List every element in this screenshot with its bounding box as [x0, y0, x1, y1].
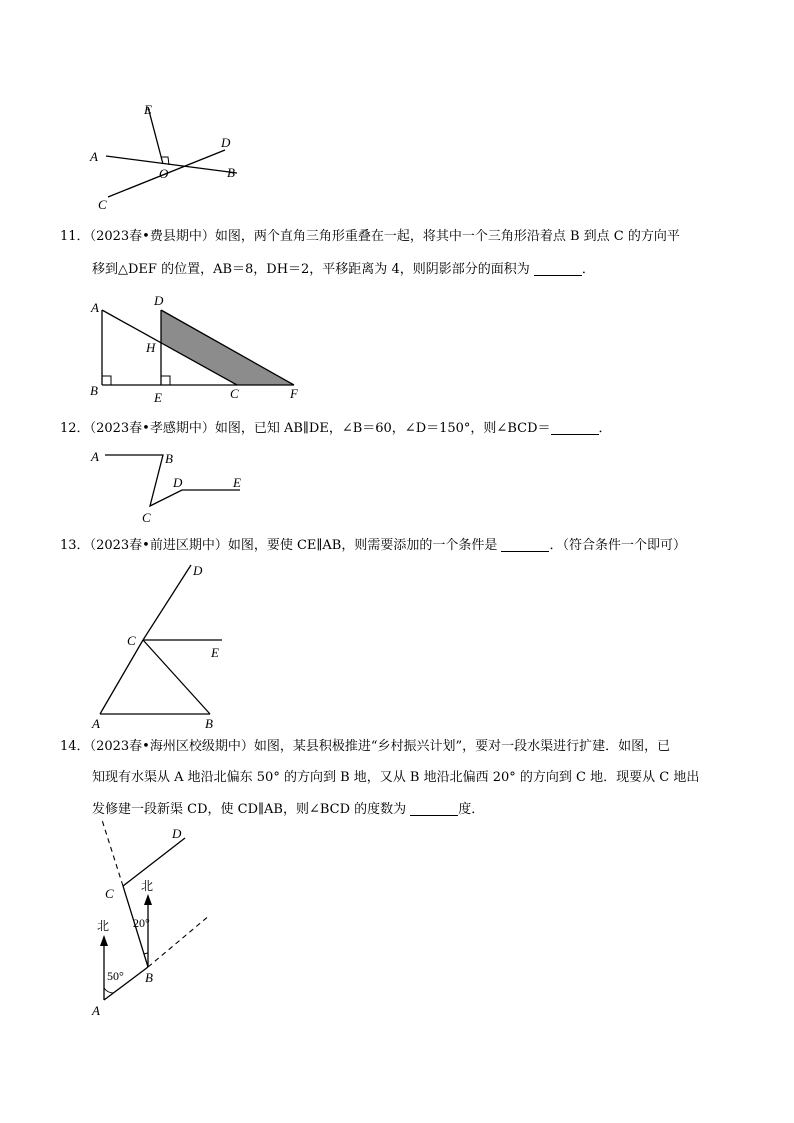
label-b: B	[90, 383, 98, 398]
label-h: H	[146, 340, 156, 355]
figure-translated-triangles	[85, 292, 315, 407]
question-text: 如图，已知 AB∥DE，∠B＝60，∠D＝150°，则∠BCD＝	[214, 421, 551, 436]
label-c: C	[127, 633, 136, 648]
question-number: 13	[60, 538, 77, 553]
arrowhead-b	[144, 894, 152, 905]
question-14: 14．（2023春•海州区校级期中）如图，某县积极推进“乡村振兴计划”，要对一段水渠进行扩建．如图，已	[60, 739, 671, 754]
question-text: 如图，要使 CE∥AB，则需要添加的一个条件是	[227, 538, 498, 553]
dashed-extension-ab	[148, 915, 210, 967]
figure-canal-directions	[80, 820, 230, 1020]
question-number: 14	[60, 739, 77, 754]
label-o: O	[159, 166, 169, 181]
answer-blank[interactable]	[501, 537, 549, 552]
side-cb	[143, 640, 210, 714]
angle-label-20: 20°	[133, 916, 150, 930]
right-angle-e	[161, 376, 170, 385]
angle-label-50: 50°	[107, 969, 124, 983]
answer-blank[interactable]	[410, 801, 458, 816]
question-source: （2023春•前进区期中）	[89, 538, 228, 553]
question-14-line2	[92, 764, 722, 792]
label-a: A	[92, 1003, 100, 1018]
label-e: E	[154, 390, 162, 405]
question-text-line1: 如图，某县积极推进“乡村振兴计划”，要对一段水渠进行扩建．如图，已	[253, 739, 671, 754]
question-text-line1: 如图，两个直角三角形重叠在一起，将其中一个三角形沿着点 B 到点 C 的方向平	[214, 229, 680, 244]
question-text-end: 度．	[458, 802, 485, 817]
dashed-extension-bc	[102, 820, 123, 886]
question-12: 12．（2023春•孝感期中）如图，已知 AB∥DE，∠B＝60，∠D＝150°，则∠BCD＝ ．	[60, 421, 612, 436]
question-text-end: ．	[598, 421, 612, 436]
north-label-a: 北	[97, 919, 110, 933]
answer-blank[interactable]	[534, 261, 582, 276]
question-source: （2023春•海州区校级期中）	[89, 739, 254, 754]
label-c: C	[105, 886, 114, 901]
angle-arc-50	[104, 988, 114, 993]
figure-intersecting-lines	[80, 95, 260, 215]
question-source: （2023春•孝感期中）	[89, 421, 215, 436]
question-11: 11．（2023春•费县期中）如图，两个直角三角形重叠在一起，将其中一个三角形沿着点 B 到点 C 的方向平	[60, 229, 680, 244]
question-text-line2: 知现有水渠从 A 地沿北偏东 50° 的方向到 B 地，又从 B 地沿北偏西 20° 的方向到 C 地．现要从 C 地出	[92, 770, 700, 785]
label-b: B	[227, 165, 235, 180]
label-d: D	[193, 563, 203, 578]
label-e: E	[144, 102, 152, 117]
question-number: 12	[60, 421, 77, 436]
question-text-end: ．（符合条件一个即可）	[549, 538, 686, 553]
label-d: D	[154, 293, 164, 308]
label-a: A	[92, 716, 100, 731]
right-angle-b	[102, 376, 111, 385]
question-11-line2	[92, 256, 722, 284]
arrowhead-a	[100, 935, 108, 946]
label-d: D	[172, 826, 182, 841]
label-a: A	[91, 300, 99, 315]
label-b: B	[165, 451, 173, 466]
north-label-b: 北	[141, 879, 154, 893]
question-source: （2023春•费县期中）	[89, 229, 215, 244]
label-e: E	[233, 475, 241, 490]
label-c: C	[98, 197, 107, 212]
line-ab	[106, 156, 237, 173]
ray-cd	[143, 565, 191, 640]
label-b: B	[205, 716, 213, 731]
label-b: B	[145, 970, 153, 985]
question-text-line2: 移到△DEF 的位置，AB＝8，DH＝2，平移距离为 4，则阴影部分的面积为	[92, 262, 530, 277]
label-d: D	[221, 135, 231, 150]
label-d: D	[173, 475, 183, 490]
figure-parallel-zigzag	[85, 445, 260, 530]
label-a: A	[90, 149, 98, 164]
answer-blank[interactable]	[551, 420, 599, 435]
question-number: 11	[60, 229, 77, 244]
canal-cd	[123, 838, 185, 886]
label-e: E	[211, 645, 219, 660]
label-f: F	[290, 386, 298, 401]
label-c: C	[230, 386, 239, 401]
side-ca	[100, 640, 143, 714]
question-text-line3: 发修建一段新渠 CD，使 CD∥AB，则∠BCD 的度数为	[92, 802, 407, 817]
question-13: 13．（2023春•前进区期中）如图，要使 CE∥AB，则需要添加的一个条件是 ．（符合条件一个即可）	[60, 538, 686, 553]
figure-triangle-parallel	[85, 560, 245, 735]
label-c: C	[142, 510, 151, 525]
label-a: A	[91, 449, 99, 464]
question-text-end: ．	[581, 262, 595, 277]
